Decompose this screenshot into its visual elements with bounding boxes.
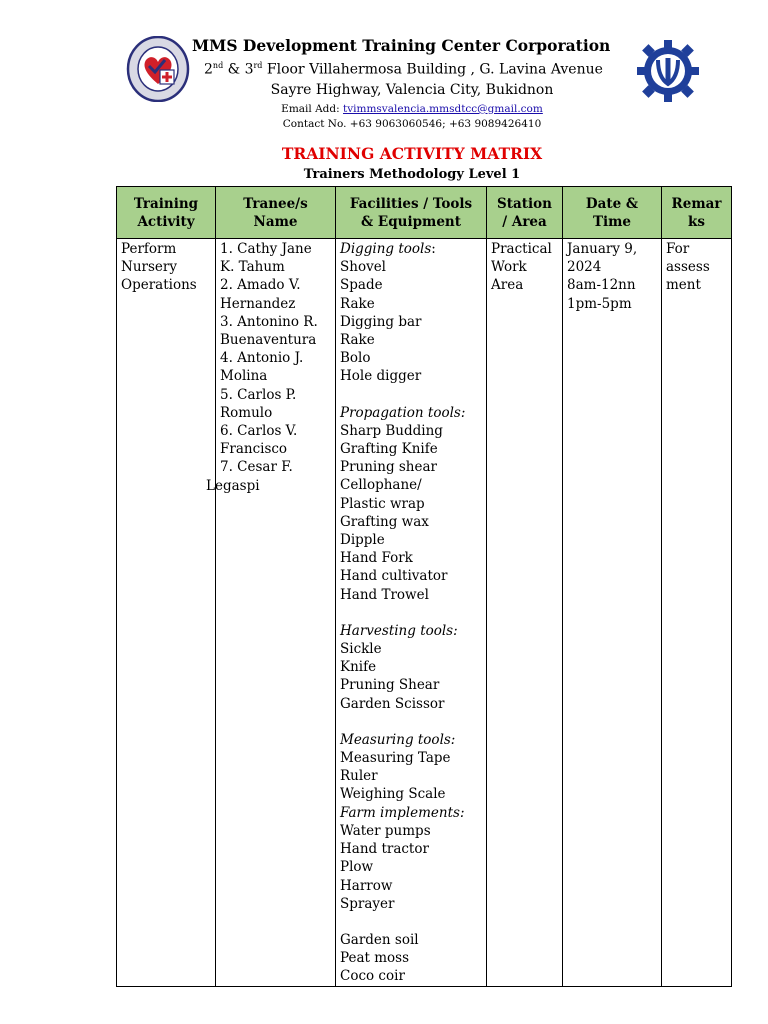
training-activity-table [116,186,732,987]
document-title: TRAINING ACTIVITY MATRIX [281,144,543,163]
table-row [117,239,732,987]
header-trainee-name: Tranee/s Name [216,187,336,239]
contact-line: Contact No. +63 9063060546; +63 9089426410 [282,118,542,130]
header-facilities: Facilities / Tools & Equipment [336,187,487,239]
document-subtitle: Trainers Methodology Level 1 [303,167,521,182]
address-line-2: Sayre Highway, Valencia City, Bukidnon [270,82,554,98]
cell-date-time: January 9, 2024 8am-12nn 1pm-5pm [563,239,662,987]
header-station: Station / Area [487,187,563,239]
header-training-activity: Training Activity [117,187,216,239]
cell-station: Practical Work Area [487,239,563,987]
cell-facilities: Digging tools: Shovel Spade Rake Digging bar Rake Bolo Hole digger Propagation tools: Sharp Budding Grafting Knife Pruning shear Cellophane/ Plastic wrap Grafting wax Dipple Hand Fork Hand cultivator Hand Trowel Harvesting tools: Sickle Knife Pruning Shear Garden Scissor Measuring tools: Measuring Tape Ruler Weighing Scale Farm implements: Water pumps Hand tractor Plow Harrow Sprayer Garden soil Peat moss Coco coir [336,239,487,987]
cell-remarks: For assess ment [662,239,732,987]
email-link[interactable]: tvimmsvalencia.mmsdtcc@gmail.com [343,103,543,115]
email-line: Email Add: tvimmsvalencia.mmsdtcc@gmail.com [281,103,543,115]
table-header-row [117,187,732,239]
organization-name: MMS Development Training Center Corporation [192,36,611,55]
address-line-1: 2nd & 3rd Floor Villahermosa Building , G. Lavina Avenue [204,61,603,78]
header-date-time: Date & Time [563,187,662,239]
cell-trainees: 1. Cathy Jane K. Tahum 2. Amado V. Hernandez 3. Antonino R. Buenaventura 4. Antonio J. Molina 5. Carlos P. Romulo 6. Carlos V. Francisco 7. Cesar F. Legaspi [216,239,336,987]
header-remarks: Remar ks [662,187,732,239]
cell-activity: Perform Nursery Operations [117,239,216,987]
letterhead [0,0,768,140]
